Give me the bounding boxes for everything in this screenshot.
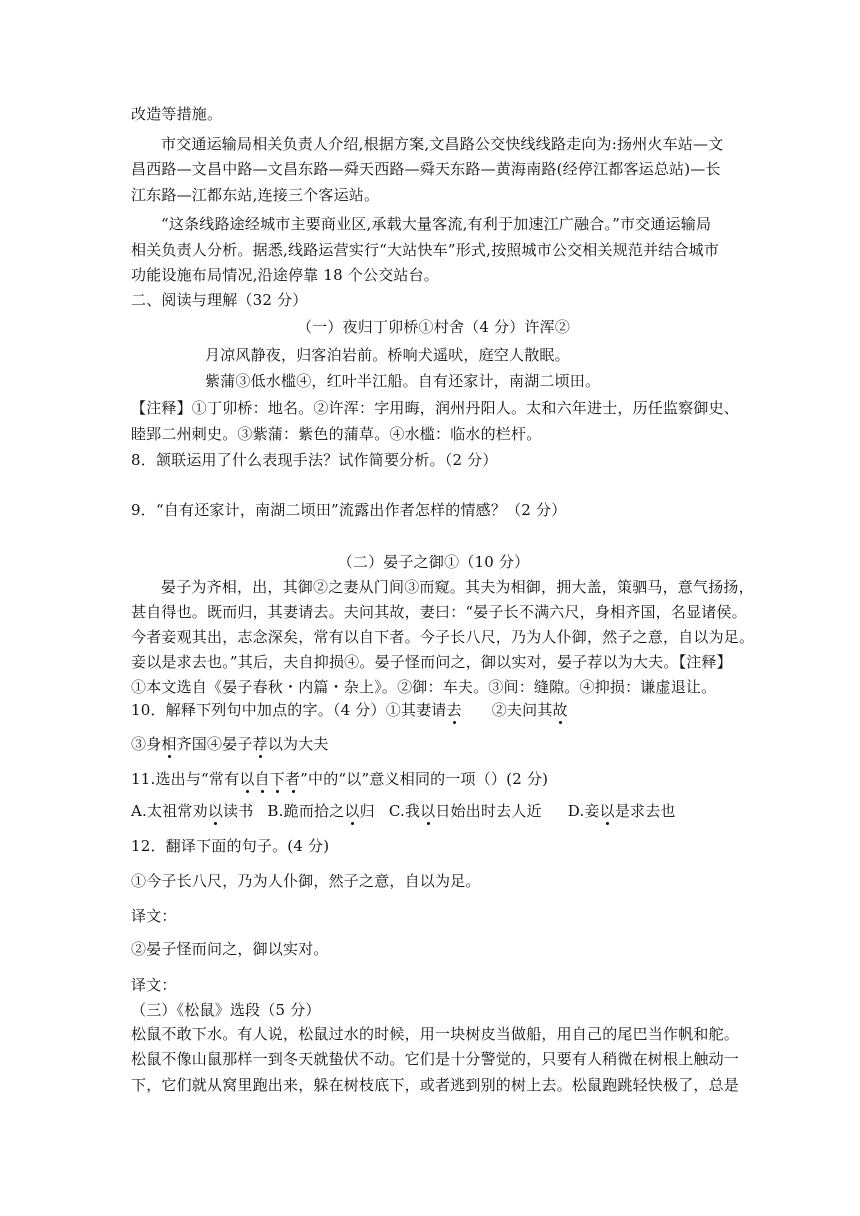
passage-title: （二）晏子之御①（10 分） bbox=[337, 553, 530, 571]
paragraph-line: 市交通运输局相关负责人介绍,根据方案,文昌路公交快线线路走向为:扬州火车站—文 bbox=[161, 135, 724, 153]
paragraph-line: “这条线路途经城市主要商业区,承载大量客流,有利于加速江广融合。”市交通运输局 bbox=[161, 215, 712, 233]
passage-line: 晏子为齐相，出，其御②之妻从门间③而窥。其夫为相御，拥大盖，策驷马，意气扬扬， bbox=[161, 578, 754, 596]
paragraph-line: 江东路—江都东站,连接三个客运站。 bbox=[131, 186, 380, 204]
option-c: C.我以日始出时去人近 bbox=[388, 802, 542, 820]
dotted-char: 以 bbox=[344, 802, 360, 820]
dotted-char: 以 bbox=[239, 770, 255, 788]
question-9: 9．“自有还家计，南湖二顷田”流露出作者怎样的情感？（2 分） bbox=[131, 501, 567, 519]
translation-label: 译文： bbox=[131, 907, 177, 925]
dotted-char: 以 bbox=[420, 802, 436, 820]
question-12: 12．翻译下面的句子。(4 分) bbox=[131, 837, 330, 855]
question-8: 8．颔联运用了什么表现手法？试作简要分析。（2 分） bbox=[131, 451, 498, 469]
passage-line: 妾以是求去也。”其后，夫自抑损④。晏子怪而问之，御以实对，晏子荐以为大夫。【注释】 bbox=[131, 653, 732, 671]
annotation-line: 睦郢二州刺史。③紫蒲：紫色的蒲草。④水槛：临水的栏杆。 bbox=[131, 425, 542, 443]
section-heading: 二、阅读与理解（32 分） bbox=[131, 291, 308, 309]
passage-line: 甚自得也。既而归，其妻请去。夫问其故，妻曰：“晏子长不满六尺，身相齐国，名显诸侯。 bbox=[131, 603, 747, 621]
paragraph-line: 改造等措施。 bbox=[131, 105, 223, 123]
poem-verse: 月凉风静夜，归客泊岩前。桥响犬遥吠，庭空人散眠。 bbox=[205, 346, 570, 364]
dotted-char: 下 bbox=[269, 770, 285, 788]
poem-title: （一）夜归丁卯桥①村舍（4 分）许浑② bbox=[296, 318, 571, 336]
passage-line: 今者妾观其出，志念深矣，常有以自下者。今子长八尺，乃为人仆御，然子之意，自以为足。 bbox=[131, 628, 755, 646]
passage-line: 松鼠不敢下水。有人说，松鼠过水的时候，用一块树皮当做船，用自己的尾巴当作帆和舵。 bbox=[131, 1025, 740, 1043]
paragraph-line: 昌西路—文昌中路—文昌东路—舜天西路—舜天东路—黄海南路(经停江都客运总站)—长 bbox=[131, 160, 721, 178]
passage-line: 下，它们就从窝里跑出来，躲在树枝底下，或者逃到别的树上去。松鼠跑跳轻快极了，总是 bbox=[131, 1076, 740, 1094]
dotted-char: 故 bbox=[552, 701, 568, 719]
dotted-char: 荐 bbox=[252, 735, 268, 753]
dotted-char: 相 bbox=[161, 735, 177, 753]
dotted-char: 自 bbox=[254, 770, 270, 788]
poem-verse: 紫蒲③低水槛④，红叶半江船。自有还家计，南湖二顷田。 bbox=[205, 372, 601, 390]
translate-sentence-1: ①今子长八尺，乃为人仆御，然子之意，自以为足。 bbox=[131, 872, 481, 890]
question-11-options bbox=[131, 801, 736, 821]
dotted-char: 者 bbox=[284, 770, 301, 788]
annotation-line: 【注释】①丁卯桥：地名。②许浑：字用晦，润州丹阳人。太和六年进士，历任监察御史、 bbox=[131, 399, 740, 417]
option-d: D.妾以是求去也 bbox=[567, 802, 676, 820]
question-10: 10．解释下列句中加点的字。（4 分）①其妻请去 ②夫问其故 bbox=[131, 701, 568, 719]
translate-sentence-2: ②晏子怪而问之，御以实对。 bbox=[131, 940, 329, 958]
dotted-char: 以 bbox=[207, 802, 224, 820]
question-10-continued: ③身相齐国④晏子荐以为大夫 bbox=[131, 735, 329, 753]
question-11: 11.选出与“常有以自下者”中的“以”意义相同的一项（）(2 分) bbox=[131, 770, 549, 788]
dotted-char: 去 bbox=[446, 701, 462, 719]
paragraph-line: 功能设施布局情况,沿途停靠 18 个公交站台。 bbox=[131, 266, 439, 284]
option-b: B.跪而拾之以归 bbox=[267, 802, 375, 820]
passage-line: 松鼠不像山鼠那样一到冬天就蛰伏不动。它们是十分警觉的，只要有人稍微在树根上触动一 bbox=[131, 1050, 740, 1068]
dotted-char: 以 bbox=[599, 802, 615, 820]
annotation-line: ①本文选自《晏子春秋・内篇・杂上》。②御：车夫。③间：缝隙。④抑损：谦虚退让。 bbox=[131, 678, 717, 696]
paragraph-line: 相关负责人分析。据悉,线路运营实行“大站快车”形式,按照城市公交相关规范并结合城市 bbox=[131, 241, 720, 259]
translation-label: 译文： bbox=[131, 976, 177, 994]
option-a: A.太祖常劝以读书 bbox=[131, 802, 254, 820]
passage-title: （三）《松鼠》选段（5 分） bbox=[131, 1001, 321, 1019]
